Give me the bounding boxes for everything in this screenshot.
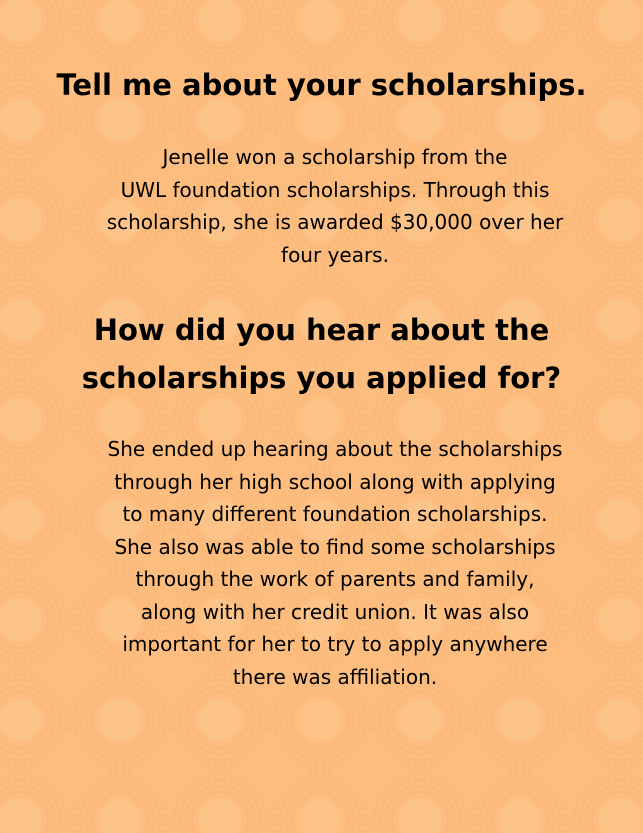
- section-2-text-line: She ended up hearing about the scholarships: [107, 437, 563, 461]
- section-1-heading-line: Tell me about your scholarships.: [56, 68, 587, 102]
- section-2-text-line: She also was able to find some scholarships: [114, 534, 556, 559]
- section-1-text-line: four years.: [281, 242, 389, 267]
- section-1-paragraph: [70, 141, 600, 271]
- section-1-text-line: scholarship, she is awarded $30,000 over her: [106, 210, 564, 234]
- section-2-text-line: through her high school along with applying: [114, 469, 556, 494]
- section-2-text-line: along with her credit union. It was also: [140, 599, 530, 624]
- section-2-text-line: through the work of parents and family,: [135, 567, 535, 591]
- section-1-text-line: Jenelle won a scholarship from the: [162, 145, 508, 169]
- section-2-paragraph: [60, 433, 610, 693]
- section-2-heading-line: How did you hear about the: [93, 313, 550, 347]
- section-2-text-line: there was affiliation.: [232, 664, 438, 689]
- section-1-heading: [0, 61, 643, 109]
- section-1-text-line: UWL foundation scholarships. Through this: [120, 177, 550, 202]
- section-2-heading: [0, 306, 643, 402]
- section-2-text-line: to many different foundation scholarships.: [122, 502, 548, 526]
- section-2-heading-line: scholarships you applied for?: [81, 361, 562, 395]
- section-2-text-line: important for her to try to apply anywhere: [122, 632, 548, 656]
